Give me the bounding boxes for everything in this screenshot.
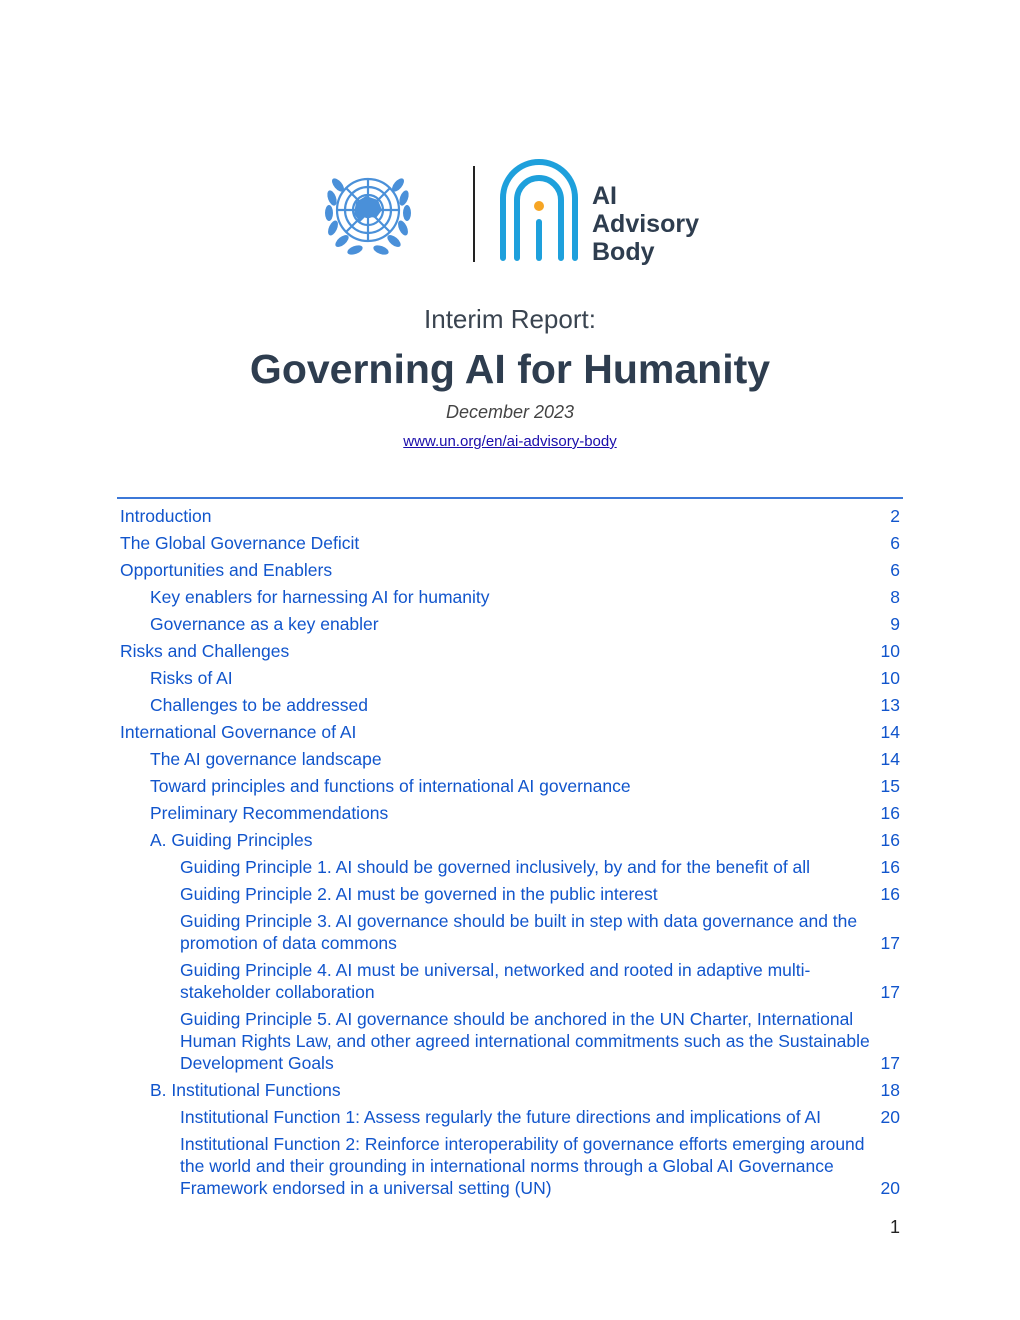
toc-entry[interactable] bbox=[120, 721, 900, 743]
toc-entry-label: Guiding Principle 3. AI governance should be built in step with data governance and the promotion of data commons bbox=[180, 911, 858, 953]
toc-entry[interactable] bbox=[120, 829, 900, 851]
toc-entry-page: 17 bbox=[880, 1053, 900, 1073]
toc-entry-label: Risks and Challenges bbox=[120, 641, 290, 661]
header-logos bbox=[322, 158, 702, 270]
toc-entry-label: Guiding Principle 2. AI must be governed in the public interest bbox=[180, 884, 658, 904]
page-number: 1 bbox=[889, 1217, 900, 1237]
logo-divider bbox=[473, 166, 475, 262]
toc-entry-label: A. Guiding Principles bbox=[150, 830, 313, 850]
toc-entry-page: 14 bbox=[880, 722, 900, 742]
toc-entry-label: The Global Governance Deficit bbox=[120, 533, 360, 553]
toc-entry-label: Opportunities and Enablers bbox=[120, 560, 333, 580]
toc-entry[interactable] bbox=[120, 775, 900, 797]
toc-entry-label: The AI governance landscape bbox=[150, 749, 382, 769]
toc-entry-page: 16 bbox=[880, 884, 900, 904]
toc-entry[interactable] bbox=[120, 959, 900, 1003]
toc-entry[interactable] bbox=[120, 505, 900, 527]
toc-entry-label: Risks of AI bbox=[150, 668, 233, 688]
toc-entry-label: International Governance of AI bbox=[120, 722, 357, 742]
report-subtitle: Interim Report: bbox=[424, 304, 596, 334]
toc-entry[interactable] bbox=[120, 559, 900, 581]
toc-entry-label: Guiding Principle 5. AI governance should be anchored in the UN Charter, International Human Rights Law, and other agreed international commitments such as the Sustainable Development Goals bbox=[180, 1009, 870, 1073]
un-emblem-icon bbox=[325, 176, 411, 256]
logo-text-line-3: Body bbox=[592, 238, 655, 266]
toc-entry-label: B. Institutional Functions bbox=[150, 1080, 341, 1100]
toc-entry[interactable] bbox=[120, 1133, 900, 1199]
toc-entry[interactable] bbox=[120, 883, 900, 905]
table-of-contents bbox=[120, 505, 900, 1199]
toc-entry-page: 6 bbox=[890, 533, 900, 553]
toc-entry-page: 20 bbox=[880, 1178, 900, 1198]
toc-entry-page: 16 bbox=[880, 830, 900, 850]
toc-entry-page: 2 bbox=[890, 506, 900, 526]
toc-entry-label: Toward principles and functions of international AI governance bbox=[150, 776, 631, 796]
toc-entry[interactable] bbox=[120, 856, 900, 878]
toc-entry-page: 15 bbox=[880, 776, 900, 796]
toc-entry-label: Governance as a key enabler bbox=[150, 614, 379, 634]
toc-entry[interactable] bbox=[120, 694, 900, 716]
toc-entry-label: Guiding Principle 1. AI should be governed inclusively, by and for the benefit of all bbox=[180, 857, 811, 877]
report-date: December 2023 bbox=[445, 402, 575, 422]
toc-entry-page: 20 bbox=[880, 1107, 900, 1127]
toc-entry[interactable] bbox=[120, 586, 900, 608]
toc-entry-page: 14 bbox=[880, 749, 900, 769]
toc-entry[interactable] bbox=[120, 613, 900, 635]
toc-divider bbox=[117, 497, 903, 499]
toc-entry-label: Guiding Principle 4. AI must be universal, networked and rooted in adaptive multi-stakeholder collaboration bbox=[180, 960, 811, 1002]
toc-entry-label: Challenges to be addressed bbox=[150, 695, 368, 715]
toc-entry[interactable] bbox=[120, 910, 900, 954]
toc-entry[interactable] bbox=[120, 748, 900, 770]
toc-entry[interactable] bbox=[120, 1008, 900, 1074]
toc-entry-page: 16 bbox=[880, 803, 900, 823]
logo-text-line-1: AI bbox=[592, 182, 617, 210]
toc-entry-label: Institutional Function 2: Reinforce interoperability of governance efforts emerging around the world and their grounding in international norms through a Global AI Governance Framework endorsed in a universal setting (UN) bbox=[180, 1134, 865, 1198]
logo-text-line-2: Advisory bbox=[592, 210, 699, 238]
toc-entry[interactable] bbox=[120, 802, 900, 824]
toc-entry-page: 17 bbox=[880, 933, 900, 953]
toc-entry-label: Institutional Function 1: Assess regularly the future directions and implications of AI bbox=[180, 1107, 822, 1127]
toc-entry[interactable] bbox=[120, 667, 900, 689]
report-url-link[interactable]: www.un.org/en/ai-advisory-body bbox=[403, 433, 617, 450]
report-url-wrapper bbox=[0, 432, 1020, 452]
toc-entry[interactable] bbox=[120, 532, 900, 554]
orange-dot-icon bbox=[534, 201, 544, 211]
toc-entry-page: 8 bbox=[890, 587, 900, 607]
toc-entry-label: Preliminary Recommendations bbox=[150, 803, 389, 823]
toc-entry-page: 9 bbox=[890, 614, 900, 634]
logo-svg bbox=[322, 158, 702, 270]
toc-entry[interactable] bbox=[120, 1106, 900, 1128]
toc-entry-page: 10 bbox=[880, 668, 900, 688]
toc-entry-label: Introduction bbox=[120, 506, 212, 526]
toc-entry-page: 13 bbox=[880, 695, 900, 715]
report-title: Governing AI for Humanity bbox=[249, 346, 771, 392]
toc-entry-page: 6 bbox=[890, 560, 900, 580]
toc-entry-label: Key enablers for harnessing AI for humanity bbox=[150, 587, 490, 607]
toc-entry-page: 10 bbox=[880, 641, 900, 661]
toc-entry-page: 17 bbox=[880, 982, 900, 1002]
toc-entry[interactable] bbox=[120, 1079, 900, 1101]
toc-entry-page: 16 bbox=[880, 857, 900, 877]
toc-entry[interactable] bbox=[120, 640, 900, 662]
toc-entry-page: 18 bbox=[880, 1080, 900, 1100]
